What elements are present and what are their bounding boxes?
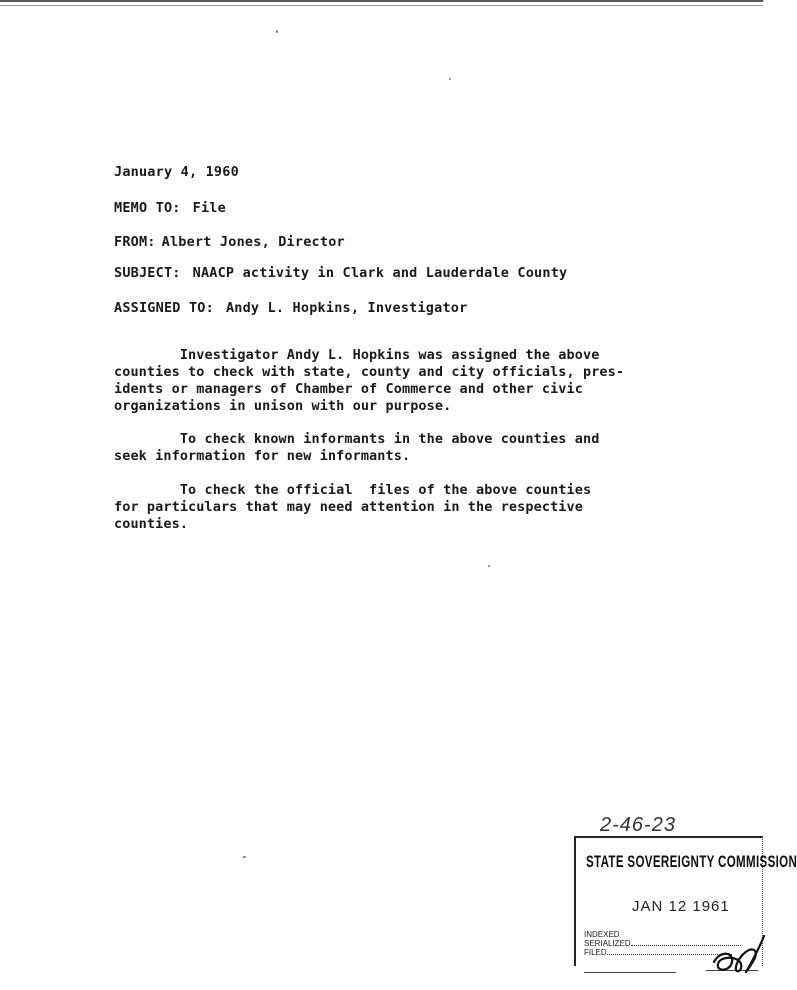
- speck: [488, 565, 490, 567]
- stamp-rule: [584, 972, 676, 973]
- paragraph-line: To check known informants in the above counties and: [114, 431, 600, 447]
- assigned-line: [114, 300, 467, 316]
- handwritten-initials-icon: [710, 932, 768, 978]
- from-label: FROM:: [114, 234, 156, 250]
- paragraph-line: idents or managers of Chamber of Commerce and other civic: [114, 381, 583, 397]
- stamp-title: STATE SOVEREIGNTY COMMISSION: [586, 852, 797, 871]
- stamp-date: JAN 12 1961: [632, 898, 730, 915]
- paragraph-1: [114, 347, 654, 415]
- page-top-edge: [0, 0, 763, 6]
- paragraph-line: seek information for new informants.: [114, 448, 411, 464]
- stamp-field-label: FILED: [584, 948, 607, 957]
- paragraph-line: organizations in unison with our purpose.: [114, 398, 452, 414]
- paragraph-2: [114, 431, 654, 465]
- subject-line: [114, 265, 567, 281]
- subject-value: NAACP activity in Clark and Lauderdale County: [192, 265, 568, 281]
- speck: [243, 856, 246, 858]
- paragraph-line: for particulars that may need attention in the respective: [114, 499, 583, 515]
- paragraph-line: counties to check with state, county and city officials, pres-: [114, 364, 625, 380]
- paragraph-line: counties.: [114, 516, 189, 532]
- memo-to-line: [114, 200, 226, 216]
- assigned-label: ASSIGNED TO:: [114, 300, 214, 316]
- paragraph-line: To check the official files of the above counties: [114, 482, 592, 498]
- speck: [449, 78, 451, 80]
- stamp-box: [574, 836, 797, 966]
- speck: [276, 30, 278, 33]
- subject-label: SUBJECT:: [114, 265, 181, 281]
- paragraph-3: [114, 482, 654, 533]
- paragraph-line: Investigator Andy L. Hopkins was assigned the above: [114, 347, 600, 363]
- memo-to-label: MEMO TO:: [114, 200, 181, 216]
- stamp-field-label: SERIALIZED: [584, 939, 631, 948]
- from-line: [114, 234, 345, 250]
- memo-date: January 4, 1960: [114, 164, 239, 180]
- assigned-value: Andy L. Hopkins, Investigator: [225, 300, 468, 316]
- from-value: Albert Jones, Director: [161, 234, 345, 250]
- received-stamp: [570, 814, 797, 968]
- stamp-file-number: 2-46-23: [600, 814, 676, 836]
- memo-to-value: File: [192, 200, 226, 216]
- stamp-field-label: INDEXED: [584, 930, 620, 939]
